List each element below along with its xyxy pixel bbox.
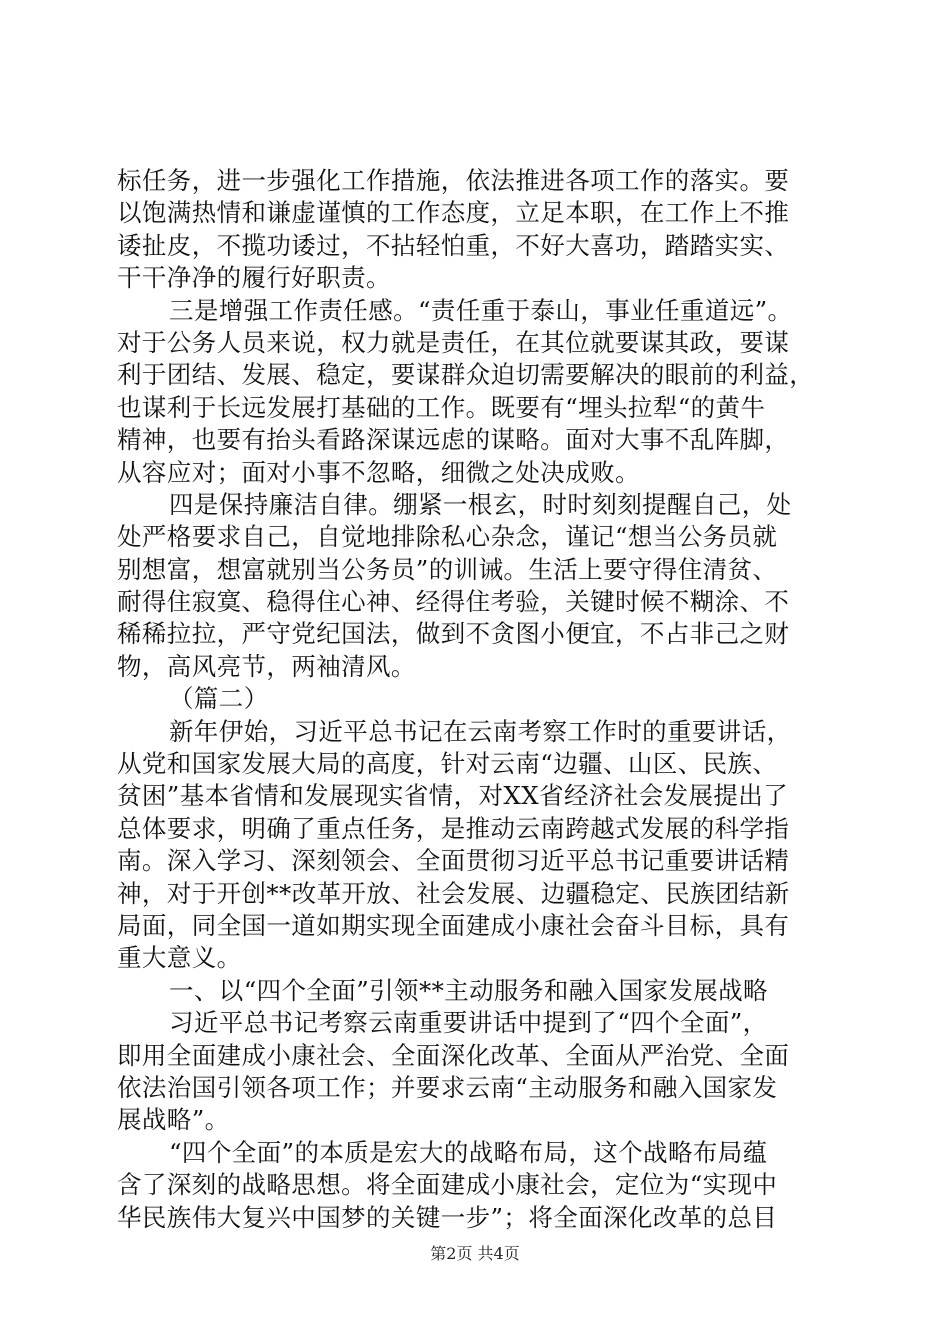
text-line: 展战略”。 [117, 1105, 230, 1135]
text-line: （篇二） [169, 684, 269, 714]
text-line: 别想富，想富就别当公务员”的训诫。生活上要守得住清贫、 [117, 554, 778, 584]
text-line: 三是增强工作责任感。“责任重于泰山，事业任重道远”。 [169, 295, 793, 325]
text-line: 含了深刻的战略思想。将全面建成小康社会，定位为“实现中 [117, 1170, 778, 1200]
text-line: 华民族伟大复兴中国梦的关键一步”；将全面深化改革的总目 [117, 1202, 778, 1232]
text-line: 利于团结、发展、稳定，要谋群众迫切需要解决的眼前的利益， [117, 360, 815, 390]
text-line: 即用全面建成小康社会、全面深化改革、全面从严治党、全面 [117, 1040, 790, 1070]
text-line: 习近平总书记考察云南重要讲话中提到了“四个全面”， [169, 1008, 768, 1038]
text-line: 神，对于开创**改革开放、社会发展、边疆稳定、民族团结新 [117, 878, 790, 908]
text-line: 以饱满热情和谦虚谨慎的工作态度，立足本职，在工作上不推 [117, 198, 790, 228]
text-line: 处严格要求自己，自觉地排除私心杂念，谨记“想当公务员就 [117, 522, 778, 552]
text-line: 标任务，进一步强化工作措施，依法推进各项工作的落实。要 [117, 166, 790, 195]
text-line: 从容应对；面对小事不忽略，细微之处决成败。 [117, 457, 640, 487]
text-line: 总体要求，明确了重点任务，是推动云南跨越式发展的科学指 [117, 813, 790, 843]
text-line: 新年伊始，习近平总书记在云南考察工作时的重要讲话， [169, 716, 792, 746]
text-line: 稀稀拉拉，严守党纪国法，做到不贪图小便宜，不占非己之财 [117, 619, 790, 649]
text-line: 一、以“四个全面”引领**主动服务和融入国家发展战略 [169, 975, 768, 1005]
text-line: 局面，同全国一道如期实现全面建成小康社会奋斗目标，具有 [117, 910, 790, 940]
text-line: 依法治国引领各项工作；并要求云南“主动服务和融入国家发 [117, 1072, 778, 1102]
document-body [117, 165, 837, 1234]
text-line: 南。深入学习、深刻领会、全面贯彻习近平总书记重要讲话精 [117, 846, 790, 876]
text-line: 物，高风亮节，两袖清风。 [117, 651, 416, 681]
text-line: 耐得住寂寞、稳得住心神、经得住考验，关键时候不糊涂、不 [117, 587, 790, 617]
text-line: 也谋利于长远发展打基础的工作。既要有“埋头拉犁“的黄牛 [117, 392, 766, 422]
text-line: 对于公务人员来说，权力就是责任，在其位就要谋其政，要谋 [117, 327, 790, 357]
text-line: 贫困”基本省情和发展现实省情，对XX省经济社会发展提出了 [117, 781, 789, 811]
text-line: 精神，也要有抬头看路深谋远虑的谋略。面对大事不乱阵脚， [117, 425, 790, 455]
text-line: 诿扯皮，不揽功诿过，不拈轻怕重，不好大喜功，踏踏实实、 [117, 230, 790, 260]
text-line: 重大意义。 [117, 943, 242, 973]
page-footer: 第2页 共4页 [430, 1244, 520, 1263]
text-line: 从党和国家发展大局的高度，针对云南“边疆、山区、民族、 [117, 749, 778, 779]
text-line: 四是保持廉洁自律。绷紧一根玄，时时刻刻提醒自己，处 [169, 489, 792, 519]
text-line: “四个全面”的本质是宏大的战略布局，这个战略布局蕴 [169, 1137, 768, 1167]
text-line: 干干净净的履行好职责。 [117, 263, 391, 293]
